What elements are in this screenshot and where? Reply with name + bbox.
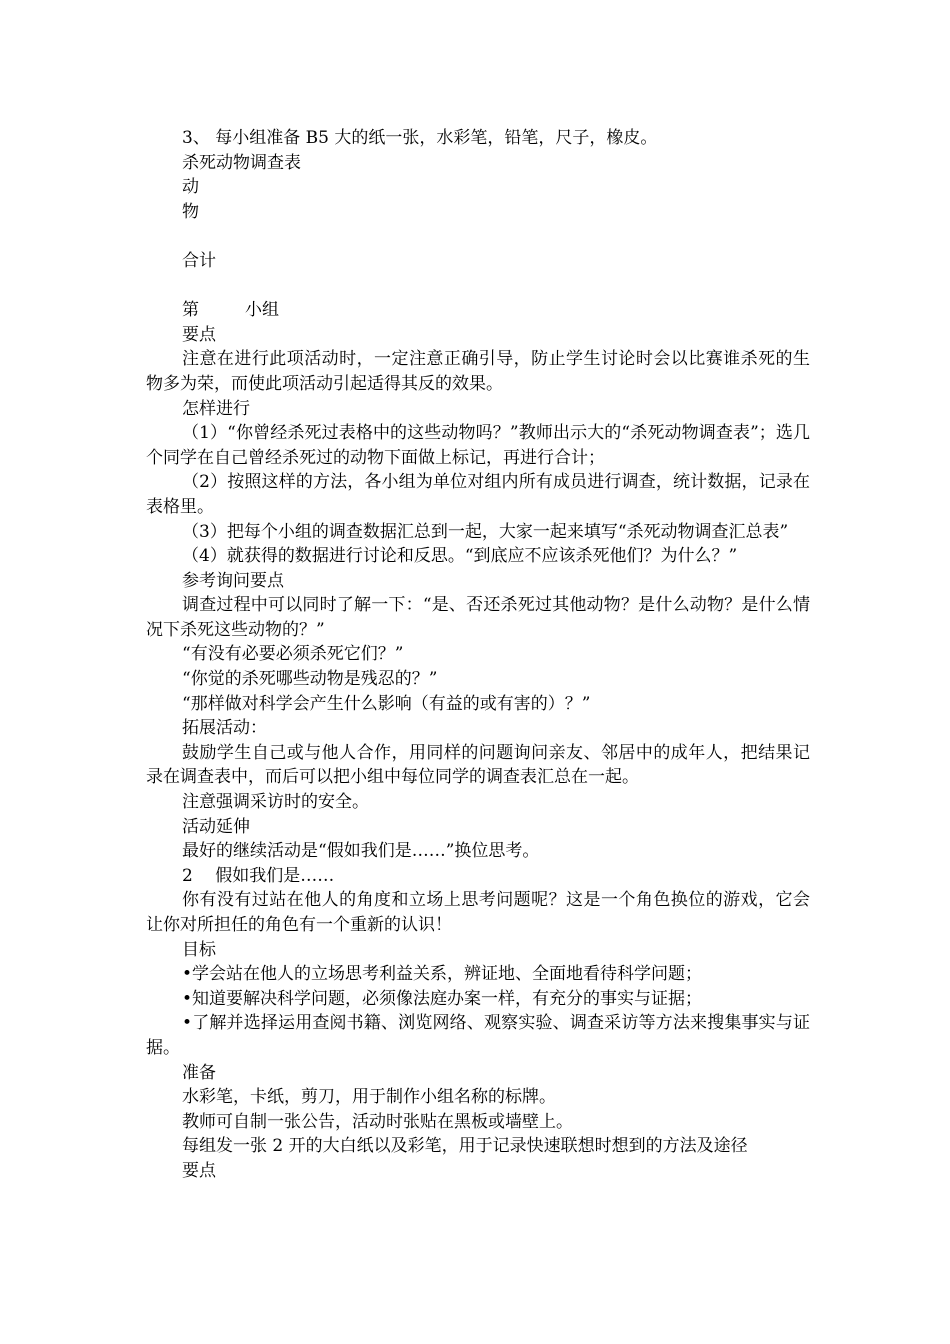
section-heading-reference: 参考询问要点 [182, 570, 284, 591]
step-2: （2）按照这样的方法，各小组为单位对组内所有成员进行调查，统计数据，记录在表格里。 [146, 472, 810, 517]
table-col-dong: 动 [182, 177, 199, 198]
document-body [146, 126, 810, 1184]
goal-1: •学会站在他人的立场思考利益关系，辨证地、全面地看待科学问题； [182, 964, 703, 985]
section-heading-how: 怎样进行 [182, 398, 250, 419]
reference-4: “那样做对科学会产生什么影响（有益的或有害的）？” [182, 693, 591, 714]
table-col-wu: 物 [182, 201, 199, 222]
section-2-title: 2 假如我们是…… [182, 865, 335, 886]
step-4: （4）就获得的数据进行讨论和反思。“到底应不应该杀死他们？为什么？” [182, 546, 738, 567]
section-heading-goals: 目标 [182, 939, 216, 960]
reference-2: “有没有必要必须杀死它们？” [182, 644, 404, 665]
spacer [146, 224, 810, 249]
keypoints-text: 注意在进行此项活动时，一定注意正确引导，防止学生讨论时会以比赛谁杀死的生物多为荣，而使此项活动引起适得其反的效果。 [146, 349, 810, 394]
preparation-a: 水彩笔，卡纸，剪刀，用于制作小组名称的标牌。 [182, 1087, 556, 1108]
spacer [146, 274, 810, 299]
continuation-1: 最好的继续活动是“假如我们是……”换位思考。 [182, 841, 540, 862]
preparation-b: 教师可自制一张公告，活动时张贴在黑板或墙壁上。 [182, 1111, 573, 1132]
goal-3: •了解并选择运用查阅书籍、浏览网络、观察实验、调查采访等方法来搜集事实与证据。 [146, 1013, 810, 1058]
section-heading-extension: 拓展活动： [182, 718, 267, 739]
prep-item-3: 3、 每小组准备 B5 大的纸一张，水彩笔，铅笔，尺子，橡皮。 [182, 128, 658, 148]
section-heading-continuation: 活动延伸 [182, 816, 250, 837]
section-2-intro: 你有没有过站在他人的角度和立场上思考问题呢？这是一个角色换位的游戏，它会让你对所担任的角色有一个重新的认识！ [146, 890, 810, 935]
table-title: 杀死动物调查表 [182, 152, 301, 173]
step-1: （1）“你曾经杀死过表格中的这些动物吗？”教师出示大的“杀死动物调查表”；选几个同学在自己曾经杀死过的动物下面做上标记，再进行合计； [146, 423, 810, 468]
section-heading-preparation: 准备 [182, 1062, 216, 1083]
extension-2: 注意强调采访时的安全。 [182, 792, 369, 813]
table-total: 合计 [182, 250, 216, 271]
section-heading-keypoints: 要点 [182, 324, 216, 345]
goal-2: •知道要解决科学问题，必须像法庭办案一样，有充分的事实与证据； [182, 988, 703, 1009]
extension-1: 鼓励学生自己或与他人合作，用同样的问题询问亲友、邻居中的成年人，把结果记录在调查表中，而后可以把小组中每位同学的调查表汇总在一起。 [146, 742, 810, 788]
section-heading-keypoints-2: 要点 [182, 1160, 216, 1181]
preparation-c: 每组发一张 2 开的大白纸以及彩笔，用于记录快速联想时想到的方法及途径 [182, 1136, 748, 1157]
group-xiaozu: 小组 [245, 300, 279, 321]
group-label [146, 298, 810, 323]
reference-1: 调查过程中可以同时了解一下：“是、否还杀死过其他动物？是什么动物？是什么情况下杀死这些动物的？” [146, 595, 810, 640]
step-3: （3）把每个小组的调查数据汇总到一起，大家一起来填写“杀死动物调查汇总表” [182, 521, 789, 542]
group-di: 第 [182, 300, 199, 321]
reference-3: “你觉的杀死哪些动物是残忍的？” [182, 669, 438, 690]
